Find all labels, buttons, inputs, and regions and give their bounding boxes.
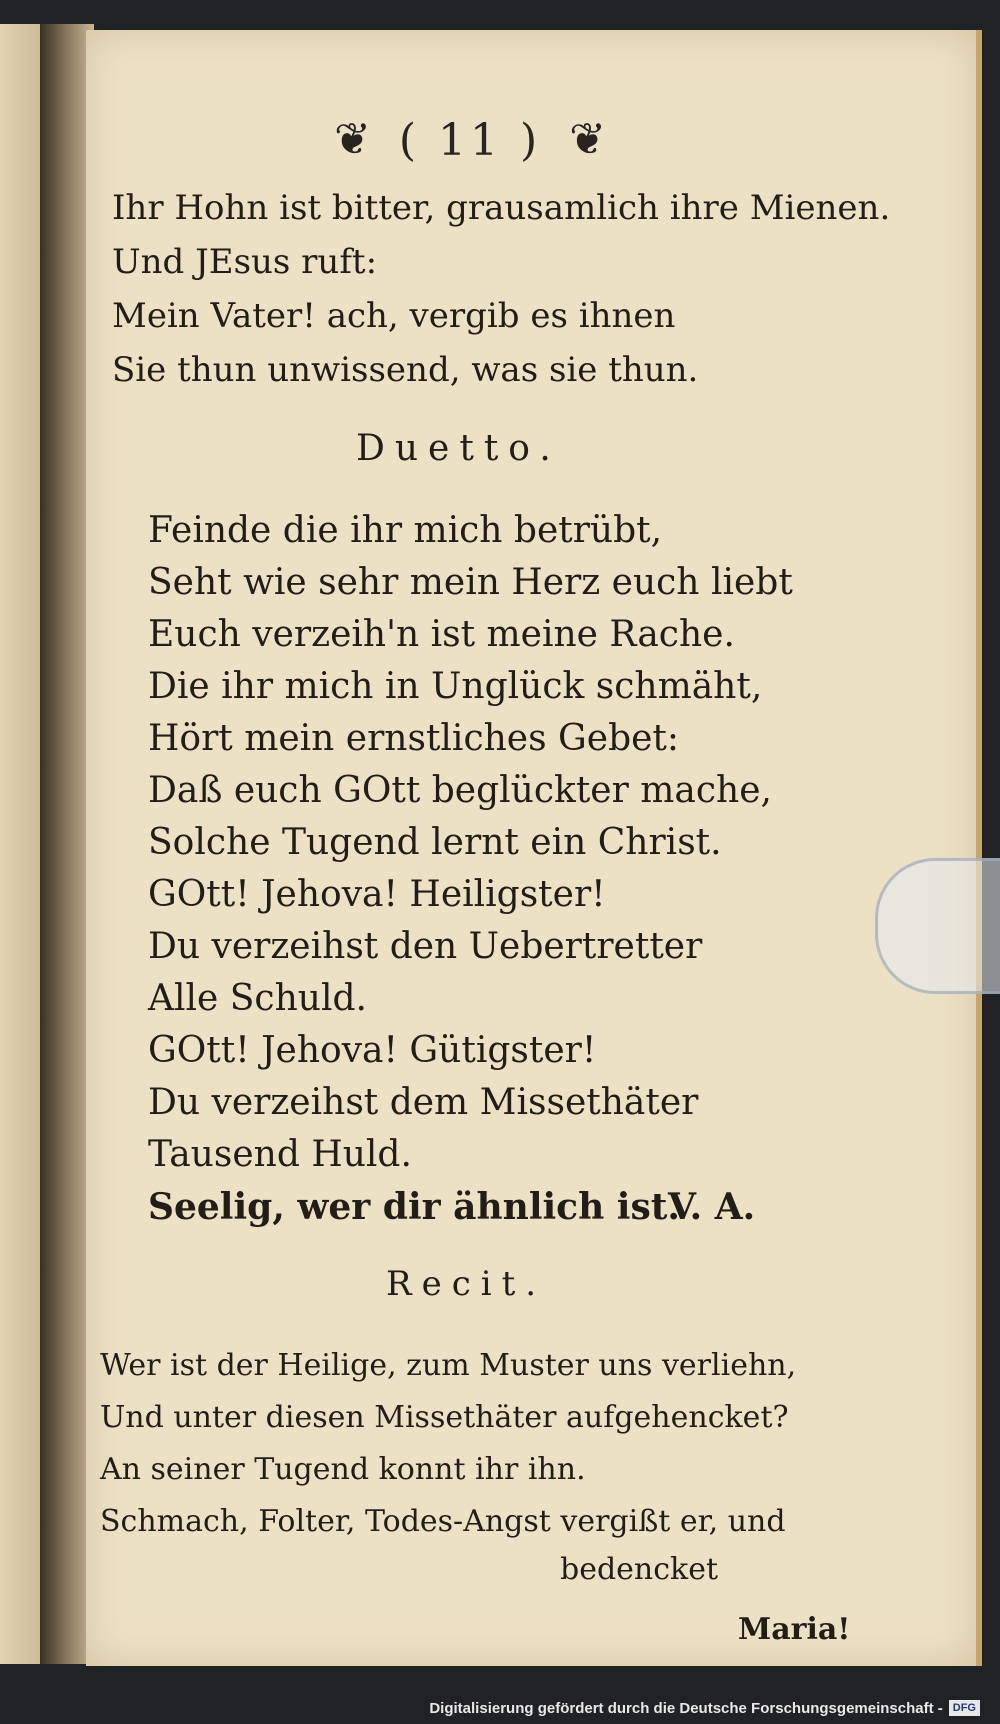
recit-line: Schmach, Folter, Todes-Angst vergißt er, und — [100, 1504, 786, 1539]
duetto-line: GOtt! Jehova! Heiligster! — [148, 874, 606, 915]
duetto-line: Feinde die ihr mich betrübt, — [148, 510, 663, 551]
verse-line: Mein Vater! ach, vergib es ihnen — [112, 296, 676, 336]
duetto-line: Hört mein ernstliches Gebet: — [148, 718, 680, 759]
duetto-line: Du verzeihst den Uebertretter — [148, 926, 703, 967]
duetto-line: GOtt! Jehova! Gütigster! — [148, 1030, 597, 1071]
verse-line: Ihr Hohn ist bitter, grausamlich ihre Mienen. — [112, 188, 891, 228]
page-number: ( 11 ) — [398, 114, 542, 166]
duetto-line: Seht wie sehr mein Herz euch liebt — [148, 562, 793, 603]
recit-line: Und unter diesen Missethäter aufgehencket? — [100, 1400, 789, 1435]
duetto-signature: V. A. — [668, 1186, 756, 1228]
ornament-left-icon: ❦ — [333, 114, 371, 165]
duetto-line: Die ihr mich in Unglück schmäht, — [148, 666, 763, 707]
verse-line: Sie thun unwissend, was sie thun. — [112, 350, 699, 390]
footer-bar — [0, 1692, 1000, 1724]
recit-hanging-word: bedencket — [560, 1552, 719, 1587]
left-page-edge — [0, 24, 40, 1664]
recit-heading: Recit. — [386, 1264, 547, 1304]
catchword: Maria! — [738, 1612, 851, 1647]
duetto-line: Alle Schuld. — [148, 978, 367, 1019]
duetto-line: Tausend Huld. — [148, 1134, 412, 1175]
page-header — [230, 110, 710, 170]
recit-line: An seiner Tugend konnt ihr ihn. — [100, 1452, 586, 1487]
duetto-line: Solche Tugend lernt ein Christ. — [148, 822, 722, 863]
footer-text: Digitalisierung gefördert durch die Deutsche Forschungsgemeinschaft - — [429, 1699, 943, 1717]
dfg-logo: DFG — [949, 1700, 980, 1716]
ornament-right-icon: ❦ — [569, 114, 607, 165]
duetto-line: Daß euch GOtt beglückter mache, — [148, 770, 772, 811]
duetto-line: Du verzeihst dem Missethäter — [148, 1082, 699, 1123]
clear-plastic-tab — [875, 858, 1000, 994]
duetto-heading: Duetto. — [356, 428, 561, 469]
duetto-line: Euch verzeih'n ist meine Rache. — [148, 614, 735, 655]
duetto-last-line: Seelig, wer dir ähnlich ist. — [148, 1186, 680, 1228]
verse-line: Und JEsus ruft: — [112, 242, 378, 282]
recit-line: Wer ist der Heilige, zum Muster uns verliehn, — [100, 1348, 797, 1383]
